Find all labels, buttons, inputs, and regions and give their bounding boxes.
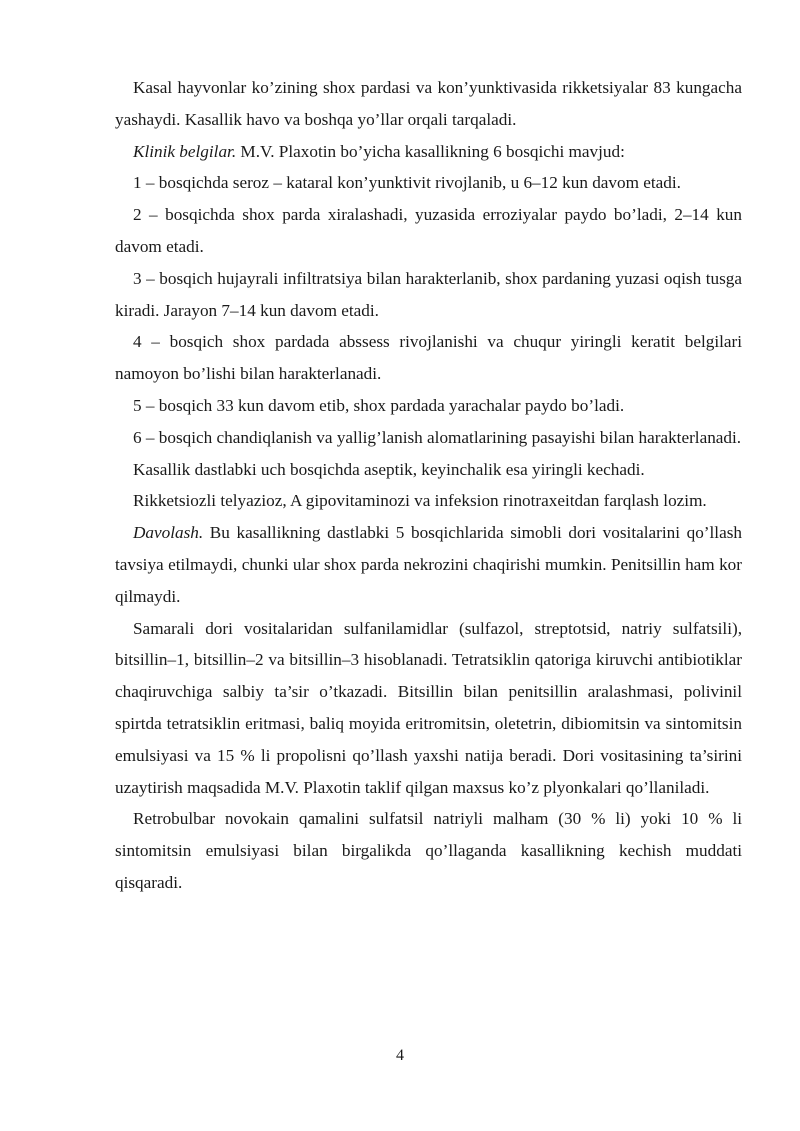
stage-3-paragraph: 3 – bosqich hujayrali infiltratsiya bilan harakterlanib, shox pardaning yuzasi oqish tusga kiradi. Jarayon 7–14 kun davom etadi. <box>115 268 742 320</box>
paragraph-treatment <box>115 517 742 612</box>
paragraph-clinical-signs <box>115 136 742 168</box>
paragraph-text: M.V. Plaxotin bo’yicha kasallikning 6 bosqichi mavjud: <box>236 141 625 161</box>
paragraph: Retrobulbar novokain qamalini sulfatsil natriyli malham (30 % li) yoki 10 % li sintomitsin emulsiyasi bilan birgalikda qo’llaganda kasallikning kechish muddati qisqaradi. <box>115 809 742 892</box>
page-number: 4 <box>396 1047 404 1064</box>
stage-1-paragraph: 1 – bosqichda seroz – kataral kon’yunktivit rivojlanib, u 6–12 kun davom etadi. <box>133 173 681 193</box>
paragraph: Samarali dori vositalaridan sulfanilamidlar (sulfazol, streptotsid, natriy sulfatsili), bitsillin–1, bitsillin–2 va bitsillin–3 hisoblanadi. Tetratsiklin qatoriga kiruvchi antibiotiklar chaqiruvchiga salbiy ta’sir o’tkazadi. Bitsillin bilan penitsillin aralashmasi, polivinil spirtda tetratsiklin eritmasi, baliq moyida eritromitsin, oletetrin, dibiomitsin va sintomitsin emulsiyasi va 15 % li propolisni qo’llash yaxshi natija beradi. Dori vositasining ta’sirini uzaytirish maqsadida M.V. Plaxotin taklif qilgan maxsus ko’z plyonkalari qo’llaniladi. <box>115 618 742 797</box>
stage-5-paragraph: 5 – bosqich 33 kun davom etib, shox pardada yarachalar paydo bo’ladi. <box>133 395 625 415</box>
paragraph: Kasal hayvonlar ko’zining shox pardasi va kon’yunktivasida rikketsiyalar 83 kungacha yashaydi. Kasallik havo va boshqa yo’llar orqali tarqaladi. <box>115 78 742 129</box>
paragraph: Rikketsiozli telyazioz, A gipovitaminozi va infeksion rinotraxeitdan farqlash lozim. <box>133 491 707 511</box>
document-body <box>115 72 742 899</box>
stage-6-paragraph: 6 – bosqich chandiqlanish va yallig’lanish alomatlarining pasayishi bilan harakterlanadi. <box>133 427 742 447</box>
paragraph-text: Bu kasallikning dastlabki 5 bosqichlarida simobli dori vositalarini qo’llash tavsiya etilmaydi, chunki ular shox parda nekrozini chaqirishi mumkin. Penitsillin ham kor qilmaydi. <box>115 523 742 606</box>
stage-2-paragraph: 2 – bosqichda shox parda xiralashadi, yuzasida erroziyalar paydo bo’ladi, 2–14 kun davom etadi. <box>115 205 742 256</box>
paragraph: Kasallik dastlabki uch bosqichda aseptik, keyinchalik esa yiringli kechadi. <box>133 459 645 479</box>
stage-4-paragraph: 4 – bosqich shox pardada abssess rivojlanishi va chuqur yiringli keratit belgilari namoyon bo’lishi bilan harakterlanadi. <box>115 332 742 384</box>
treatment-heading: Davolash. <box>133 523 204 543</box>
clinical-signs-heading: Klinik belgilar. <box>133 141 237 161</box>
